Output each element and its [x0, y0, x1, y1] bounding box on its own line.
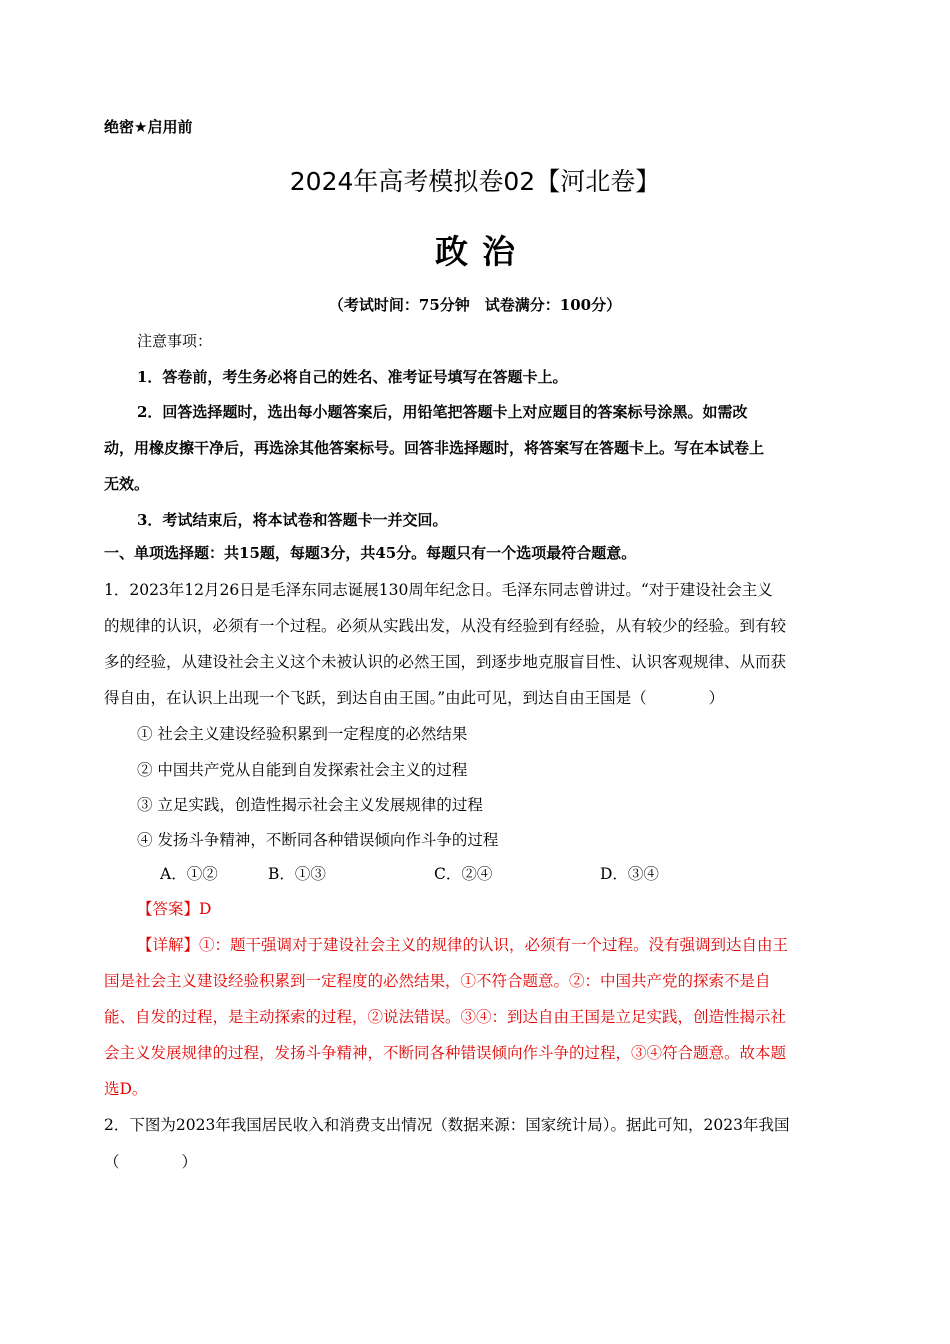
- q1-option-1: ① 社会主义建设经验积累到一定程度的必然结果: [137, 725, 468, 743]
- secret-label: 绝密★启用前: [104, 118, 193, 136]
- notice-item-2-line-2: 动，用橡皮擦干净后，再选涂其他答案标号。回答非选择题时，将答案写在答题卡上。写在本试卷上: [104, 439, 765, 457]
- q1-option-2: ② 中国共产党从自能到自发探索社会主义的过程: [137, 761, 468, 779]
- notice-item-2-line-3: 无效。: [104, 475, 150, 493]
- q1-stem-line-1: 1．2023年12月26日是毛泽东同志诞展130周年纪念日。毛泽东同志曾讲过。“对于建设社会主义: [104, 581, 773, 599]
- q1-answer: 【答案】D: [137, 900, 212, 918]
- q1-choice-d: D．③④: [600, 865, 659, 883]
- notice-heading: 注意事项：: [137, 332, 213, 350]
- q1-explain-line-3: 能、自发的过程，是主动探索的过程，②说法错误。③④：到达自由王国是立足实践，创造性揭示社: [104, 1008, 787, 1026]
- q1-stem-line-2: 的规律的认识，必须有一个过程。必须从实践出发，从没有经验到有经验，从有较少的经验。到有较: [104, 617, 787, 635]
- q1-choice-b: B．①③: [268, 865, 326, 883]
- q1-option-3: ③ 立足实践，创造性揭示社会主义发展规律的过程: [137, 796, 483, 814]
- section-heading: 一、单项选择题：共15题，每题3分，共45分。每题只有一个选项最符合题意。: [104, 544, 637, 562]
- exam-info: （考试时间：75分钟 试卷满分：100分）: [328, 296, 622, 314]
- q1-explain-line-4: 会主义发展规律的过程，发扬斗争精神，不断同各种错误倾向作斗争的过程，③④符合题意。故本题: [104, 1044, 787, 1062]
- notice-item-1: 1．答卷前，考生务必将自己的姓名、准考证号填写在答题卡上。: [137, 368, 568, 386]
- notice-item-3: 3．考试结束后，将本试卷和答题卡一并交回。: [137, 511, 448, 529]
- q1-explain-line-2: 国是社会主义建设经验积累到一定程度的必然结果，①不符合题意。②：中国共产党的探索不是自: [104, 972, 771, 990]
- q2-stem-line-2: （ ）: [104, 1153, 198, 1171]
- q2-stem-line-1: 2．下图为2023年我国居民收入和消费支出情况（数据来源：国家统计局）。据此可知，2023年我国: [104, 1116, 790, 1134]
- subject-title: 政治: [435, 232, 529, 271]
- q1-option-4: ④ 发扬斗争精神，不断同各种错误倾向作斗争的过程: [137, 831, 499, 849]
- q1-stem-line-3: 多的经验，从建设社会主义这个未被认识的必然王国，到逐步地克服盲目性、认识客观规律、从而获: [104, 653, 787, 671]
- q1-choice-c: C．②④: [434, 865, 493, 883]
- exam-title: 2024年高考模拟卷02【河北卷】: [289, 167, 661, 196]
- q1-stem-line-4: 得自由，在认识上出现一个飞跃，到达自由王国。”由此可见，到达自由王国是（ ）: [104, 689, 725, 707]
- notice-item-2-line-1: 2．回答选择题时，选出每小题答案后，用铅笔把答题卡上对应题目的答案标号涂黑。如需改: [137, 403, 748, 421]
- q1-choice-a: A．①②: [160, 865, 218, 883]
- q1-explain-line-1: 【详解】①：题干强调对于建设社会主义的规律的认识，必须有一个过程。没有强调到达自由王: [137, 936, 789, 954]
- q1-explain-line-5: 选D。: [104, 1080, 148, 1098]
